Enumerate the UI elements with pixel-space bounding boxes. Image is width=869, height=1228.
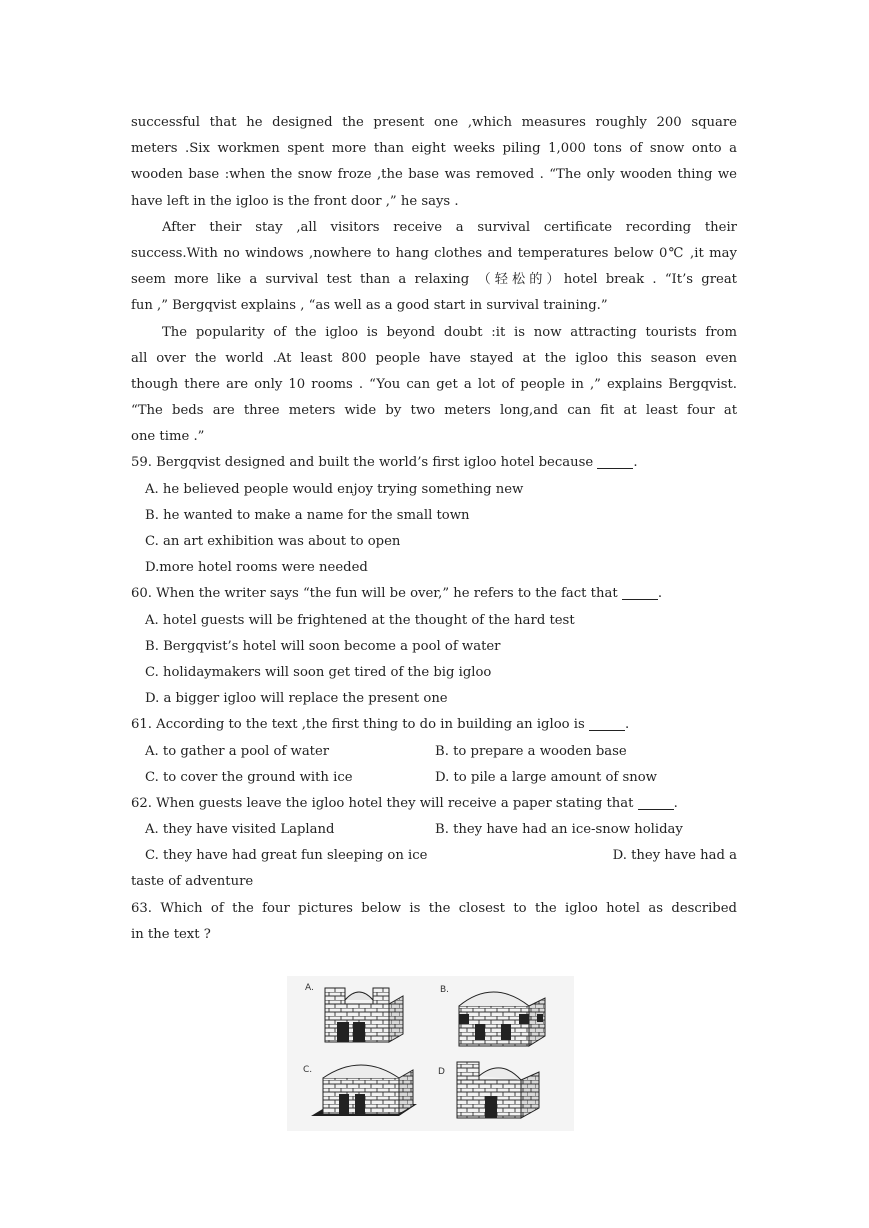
option-61c: C. to cover the ground with ice xyxy=(145,769,353,785)
answer-blank xyxy=(597,454,633,469)
text-line: successful that he designed the present one ,which measures roughly 200 square xyxy=(131,115,737,130)
stem-end: . xyxy=(633,455,638,471)
question-stem-text: 62. When guests leave the igloo hotel they will receive a paper stating that xyxy=(131,795,634,811)
option-row xyxy=(131,817,737,843)
option-59d: D.more hotel rooms were needed xyxy=(145,560,368,576)
option-59a: A. he believed people would enjoy trying something new xyxy=(145,481,524,497)
option-row xyxy=(131,843,737,869)
document-page xyxy=(131,110,737,948)
option-60c: C. holidaymakers will soon get tired of the big igloo xyxy=(145,664,492,680)
question-61-stem xyxy=(131,712,737,738)
option-row xyxy=(131,765,737,791)
text-line: one time .” xyxy=(131,429,205,445)
igloo-pictures-svg xyxy=(287,976,574,1131)
option-60a: A. hotel guests will be frightened at the thought of the hard test xyxy=(145,612,575,628)
question-60-stem xyxy=(131,581,737,607)
text-line: all over the world .At least 800 people have stayed at the igloo this season even xyxy=(131,350,737,366)
stem-end: . xyxy=(673,795,678,811)
text-line: The popularity of the igloo is beyond doubt :it is now attracting tourists from xyxy=(162,324,737,340)
option-61a: A. to gather a pool of water xyxy=(145,743,330,759)
question-62-stem xyxy=(131,791,737,817)
text-line: fun ,” Bergqvist explains , “as well as a good start in survival training.” xyxy=(131,298,608,314)
text-line: After their stay ,all visitors receive a survival certificate recording their xyxy=(162,219,737,235)
text-line: seem more like a survival test than a relaxing （轻松的）hotel break . “It’s great xyxy=(131,272,737,288)
picture-b xyxy=(440,985,545,1046)
option-62d-continued: taste of adventure xyxy=(131,874,254,890)
question-63-stem: 63. Which of the four pictures below is the closest to the igloo hotel as described xyxy=(131,900,737,916)
question-stem-text: 60. When the writer says “the fun will be over,” he refers to the fact that xyxy=(131,586,618,602)
stem-end: . xyxy=(624,717,630,733)
answer-blank xyxy=(589,716,625,731)
picture-b-label: B. xyxy=(440,985,450,995)
option-row xyxy=(131,739,737,765)
answer-blank xyxy=(622,585,658,600)
option-62b: B. they have had an ice-snow holiday xyxy=(435,822,683,838)
question-stem-text: 59. Bergqvist designed and built the world’s first igloo hotel because xyxy=(131,455,594,471)
option-59c: C. an art exhibition was about to open xyxy=(145,534,401,549)
option-59b: B. he wanted to make a name for the small town xyxy=(145,507,470,523)
picture-a-label: A. xyxy=(305,983,314,993)
text-line: though there are only 10 rooms . “You can get a lot of people in ,” explains Bergqvist. xyxy=(131,376,737,392)
answer-blank xyxy=(638,795,674,810)
stem-end: . xyxy=(657,586,663,602)
option-62a: A. they have visited Lapland xyxy=(145,822,335,838)
option-60d: D. a bigger igloo will replace the present one xyxy=(145,691,448,707)
igloo-pictures-figure xyxy=(287,976,574,1131)
text-line: wooden base :when the snow froze ,the base was removed . “The only wooden thing we xyxy=(131,167,737,183)
option-62d: D. they have had a xyxy=(612,848,737,864)
question-59-stem xyxy=(131,450,737,476)
option-60b: B. Bergqvist’s hotel will soon become a pool of water xyxy=(145,638,501,654)
picture-d-label: D xyxy=(438,1067,445,1077)
text-line: have left in the igloo is the front door ,” he says . xyxy=(131,193,459,209)
text-line: “The beds are three meters wide by two meters long,and can fit at least four at xyxy=(131,403,737,419)
option-61d: D. to pile a large amount of snow xyxy=(435,769,657,785)
text-line: success.With no windows ,nowhere to hang clothes and temperatures below 0℃ ,it may xyxy=(131,245,737,261)
picture-c xyxy=(303,1065,417,1116)
question-63-stem-cont: in the text ? xyxy=(131,926,211,942)
picture-a xyxy=(305,983,403,1042)
picture-c-label: C. xyxy=(303,1065,313,1075)
option-61b: B. to prepare a wooden base xyxy=(435,743,627,759)
question-stem-text: 61. According to the text ,the first thing to do in building an igloo is xyxy=(131,717,585,733)
picture-d xyxy=(438,1062,539,1118)
text-line: meters .Six workmen spent more than eight weeks piling 1,000 tons of snow onto a xyxy=(131,141,737,157)
option-62c: C. they have had great fun sleeping on ice xyxy=(145,848,428,864)
